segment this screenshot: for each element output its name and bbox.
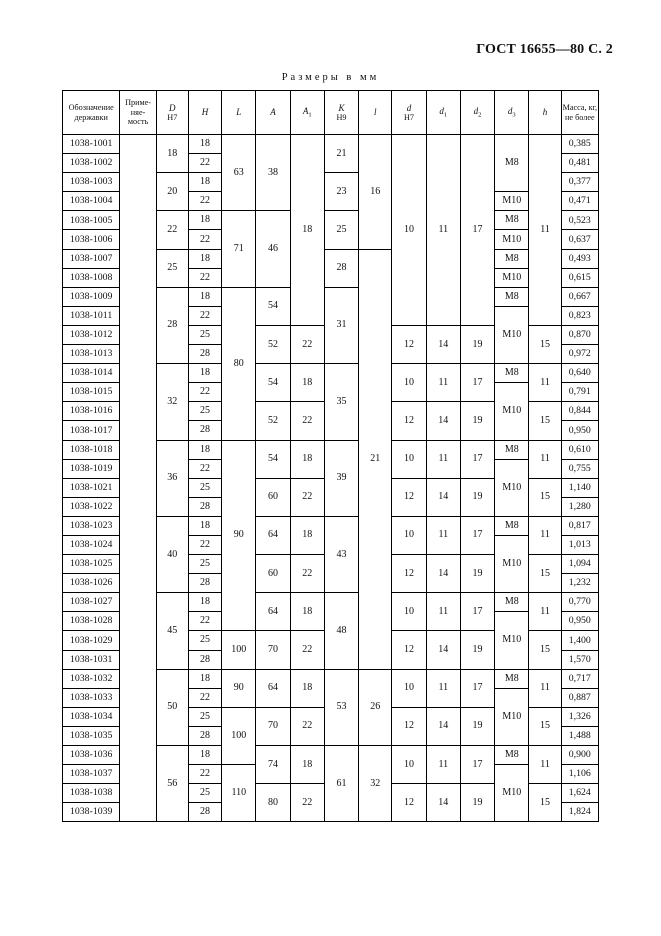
- cell-h: 15: [529, 707, 561, 745]
- cell-d: 10: [392, 364, 426, 402]
- col-symbol: D: [169, 102, 176, 113]
- cell-des: 1038-1034: [63, 707, 120, 726]
- cell-d3: M8: [495, 135, 529, 192]
- col-symbol: d: [406, 102, 412, 113]
- cell-mass: 0,481: [561, 154, 598, 173]
- cell-h: 18: [188, 135, 221, 154]
- cell-h: 22: [188, 459, 221, 478]
- cell-h: 15: [529, 784, 561, 822]
- cell-mass: 0,887: [561, 688, 598, 707]
- cell-a: 54: [256, 364, 290, 402]
- col-subscript: 2: [478, 111, 482, 119]
- cell-d2: 17: [460, 135, 494, 326]
- cell-h: 18: [188, 249, 221, 268]
- cell-mass: 1,280: [561, 497, 598, 516]
- cell-l: 16: [359, 135, 392, 250]
- cell-d2: 19: [460, 325, 494, 363]
- cell-d3: M10: [495, 765, 529, 822]
- col-symbol: A: [302, 105, 309, 116]
- cell-d: 28: [156, 287, 188, 363]
- dimensions-table: [62, 90, 599, 822]
- cell-d: 32: [156, 364, 188, 440]
- cell-d2: 17: [460, 746, 494, 784]
- cell-d: 12: [392, 784, 426, 822]
- cell-des: 1038-1003: [63, 173, 120, 192]
- cell-d: 56: [156, 746, 188, 822]
- cell-d: 10: [392, 669, 426, 707]
- cell-d3: M10: [495, 688, 529, 745]
- cell-d: 10: [392, 135, 426, 326]
- cell-des: 1038-1016: [63, 402, 120, 421]
- cell-a1: 22: [290, 707, 324, 745]
- cell-d3: M10: [495, 383, 529, 440]
- cell-a: 54: [256, 287, 290, 325]
- cell-d3: M8: [495, 746, 529, 765]
- cell-mass: 0,770: [561, 593, 598, 612]
- col-label: H7: [167, 113, 178, 122]
- cell-des: 1038-1012: [63, 325, 120, 344]
- cell-k: 53: [324, 669, 358, 745]
- cell-des: 1038-1039: [63, 803, 120, 822]
- cell-des: 1038-1027: [63, 593, 120, 612]
- cell-des: 1038-1033: [63, 688, 120, 707]
- cell-a1: 22: [290, 555, 324, 593]
- cell-des: 1038-1007: [63, 249, 120, 268]
- cell-l: 71: [222, 211, 256, 287]
- cell-k: 28: [324, 249, 358, 287]
- cell-d: 36: [156, 440, 188, 516]
- cell-d3: M8: [495, 516, 529, 535]
- cell-mass: 1,400: [561, 631, 598, 650]
- cell-d3: M10: [495, 268, 529, 287]
- cell-d2: 19: [460, 555, 494, 593]
- col-header-a1: [290, 91, 324, 135]
- cell-h: 18: [188, 593, 221, 612]
- cell-h: 28: [188, 345, 221, 364]
- cell-k: 21: [324, 135, 358, 173]
- cell-des: 1038-1002: [63, 154, 120, 173]
- cell-h: 25: [188, 402, 221, 421]
- cell-mass: 1,232: [561, 574, 598, 593]
- col-header-h: [188, 91, 221, 135]
- cell-a1: 18: [290, 669, 324, 707]
- cell-h: 25: [188, 707, 221, 726]
- cell-k: 23: [324, 173, 358, 211]
- cell-a1: 22: [290, 402, 324, 440]
- cell-d: 20: [156, 173, 188, 211]
- cell-a1: 18: [290, 440, 324, 478]
- col-symbol: l: [374, 107, 377, 118]
- cell-l: 32: [359, 746, 392, 822]
- cell-a: 80: [256, 784, 290, 822]
- cell-d: 10: [392, 593, 426, 631]
- cell-h: 11: [529, 593, 561, 631]
- col-header-d2: [460, 91, 494, 135]
- cell-h: 15: [529, 631, 561, 669]
- cell-mass: 0,717: [561, 669, 598, 688]
- cell-des: 1038-1025: [63, 555, 120, 574]
- cell-mass: 1,106: [561, 765, 598, 784]
- cell-d: 12: [392, 325, 426, 363]
- cell-des: 1038-1001: [63, 135, 120, 154]
- cell-h: 28: [188, 726, 221, 745]
- cell-mass: 0,377: [561, 173, 598, 192]
- cell-d: 10: [392, 440, 426, 478]
- cell-l: 80: [222, 287, 256, 440]
- col-symbol: K: [338, 102, 345, 113]
- cell-a: 64: [256, 593, 290, 631]
- cell-d1: 14: [426, 631, 460, 669]
- cell-a1: 22: [290, 325, 324, 363]
- cell-h: 15: [529, 555, 561, 593]
- cell-d1: 14: [426, 325, 460, 363]
- cell-mass: 0,640: [561, 364, 598, 383]
- cell-mass: 1,094: [561, 555, 598, 574]
- cell-h: 22: [188, 192, 221, 211]
- cell-h: 28: [188, 650, 221, 669]
- cell-d2: 19: [460, 478, 494, 516]
- cell-des: 1038-1008: [63, 268, 120, 287]
- cell-d2: 17: [460, 516, 494, 554]
- col-symbol: H: [201, 107, 209, 118]
- cell-d1: 11: [426, 364, 460, 402]
- col-symbol: d: [439, 105, 444, 116]
- cell-d3: M8: [495, 287, 529, 306]
- cell-app: [120, 135, 156, 822]
- cell-des: 1038-1017: [63, 421, 120, 440]
- cell-d2: 17: [460, 669, 494, 707]
- cell-h: 25: [188, 478, 221, 497]
- cell-h: 25: [188, 631, 221, 650]
- cell-mass: 0,610: [561, 440, 598, 459]
- cell-h: 11: [529, 135, 561, 326]
- cell-l: 63: [222, 135, 256, 211]
- cell-a: 70: [256, 631, 290, 669]
- cell-des: 1038-1022: [63, 497, 120, 516]
- cell-a1: 18: [290, 593, 324, 631]
- table-caption: Размеры в мм: [281, 72, 380, 83]
- table-body: [63, 135, 599, 822]
- cell-d: 12: [392, 478, 426, 516]
- cell-des: 1038-1004: [63, 192, 120, 211]
- cell-l: 100: [222, 631, 256, 669]
- cell-d3: M8: [495, 593, 529, 612]
- col-symbol: A: [270, 107, 276, 118]
- cell-d2: 19: [460, 631, 494, 669]
- cell-k: 61: [324, 746, 358, 822]
- cell-des: 1038-1006: [63, 230, 120, 249]
- cell-mass: 1,624: [561, 784, 598, 803]
- cell-l: 21: [359, 249, 392, 669]
- cell-h: 11: [529, 746, 561, 784]
- cell-k: 39: [324, 440, 358, 516]
- cell-h: 22: [188, 306, 221, 325]
- col-subscript: 1: [308, 111, 312, 119]
- cell-a1: 18: [290, 516, 324, 554]
- cell-a: 74: [256, 746, 290, 784]
- table-row: [63, 135, 599, 154]
- cell-h: 22: [188, 268, 221, 287]
- cell-d1: 14: [426, 478, 460, 516]
- cell-h: 15: [529, 325, 561, 363]
- cell-mass: 0,950: [561, 612, 598, 631]
- cell-des: 1038-1021: [63, 478, 120, 497]
- cell-h: 25: [188, 325, 221, 344]
- cell-d3: M8: [495, 364, 529, 383]
- col-label: H9: [336, 113, 347, 122]
- cell-mass: 1,140: [561, 478, 598, 497]
- col-header-d: [156, 91, 188, 135]
- cell-a: 38: [256, 135, 290, 211]
- cell-des: 1038-1013: [63, 345, 120, 364]
- col-header-d: [392, 91, 426, 135]
- cell-des: 1038-1038: [63, 784, 120, 803]
- cell-mass: 0,493: [561, 249, 598, 268]
- cell-a: 64: [256, 669, 290, 707]
- cell-d: 10: [392, 516, 426, 554]
- table-header: [63, 91, 599, 135]
- cell-d2: 17: [460, 593, 494, 631]
- cell-l: 26: [359, 669, 392, 745]
- cell-d1: 14: [426, 555, 460, 593]
- cell-mass: 0,900: [561, 746, 598, 765]
- header-row: [63, 91, 599, 135]
- cell-mass: 0,471: [561, 192, 598, 211]
- cell-mass: 0,817: [561, 516, 598, 535]
- col-header-l: [359, 91, 392, 135]
- cell-l: 100: [222, 707, 256, 764]
- cell-d: 10: [392, 746, 426, 784]
- col-label: Обозначение державки: [68, 103, 114, 122]
- cell-a: 60: [256, 478, 290, 516]
- cell-d2: 19: [460, 707, 494, 745]
- col-subscript: 1: [443, 111, 448, 119]
- col-header-mass: [561, 91, 598, 135]
- cell-d3: M10: [495, 306, 529, 363]
- cell-mass: 0,844: [561, 402, 598, 421]
- cell-d1: 11: [426, 516, 460, 554]
- cell-d: 12: [392, 555, 426, 593]
- cell-h: 22: [188, 230, 221, 249]
- cell-d1: 14: [426, 784, 460, 822]
- cell-des: 1038-1019: [63, 459, 120, 478]
- page-header: ГОСТ 16655—80 С. 2: [476, 42, 613, 57]
- cell-mass: 0,523: [561, 211, 598, 230]
- cell-mass: 1,488: [561, 726, 598, 745]
- cell-d3: M8: [495, 440, 529, 459]
- col-label: H7: [404, 113, 415, 122]
- cell-k: 35: [324, 364, 358, 440]
- col-header-app: [120, 91, 156, 135]
- cell-mass: 0,950: [561, 421, 598, 440]
- cell-mass: 1,824: [561, 803, 598, 822]
- col-header-a: [256, 91, 290, 135]
- cell-a1: 22: [290, 784, 324, 822]
- cell-h: 18: [188, 287, 221, 306]
- cell-des: 1038-1011: [63, 306, 120, 325]
- cell-h: 22: [188, 383, 221, 402]
- cell-d3: M10: [495, 230, 529, 249]
- cell-mass: 0,615: [561, 268, 598, 287]
- cell-mass: 1,326: [561, 707, 598, 726]
- cell-d1: 14: [426, 707, 460, 745]
- cell-d: 12: [392, 631, 426, 669]
- cell-a: 54: [256, 440, 290, 478]
- cell-mass: 0,637: [561, 230, 598, 249]
- col-header-des: [63, 91, 120, 135]
- cell-h: 15: [529, 478, 561, 516]
- cell-a: 70: [256, 707, 290, 745]
- cell-des: 1038-1028: [63, 612, 120, 631]
- cell-a1: 22: [290, 631, 324, 669]
- col-symbol: L: [236, 107, 242, 118]
- cell-d3: M8: [495, 249, 529, 268]
- cell-d3: M10: [495, 535, 529, 592]
- cell-des: 1038-1023: [63, 516, 120, 535]
- cell-d1: 11: [426, 135, 460, 326]
- cell-d3: M10: [495, 459, 529, 516]
- cell-h: 22: [188, 535, 221, 554]
- cell-d1: 11: [426, 440, 460, 478]
- cell-h: 28: [188, 421, 221, 440]
- cell-k: 31: [324, 287, 358, 363]
- cell-mass: 0,823: [561, 306, 598, 325]
- cell-d: 18: [156, 135, 188, 173]
- cell-a1: 22: [290, 478, 324, 516]
- cell-k: 48: [324, 593, 358, 669]
- cell-d2: 17: [460, 440, 494, 478]
- cell-d3: M10: [495, 612, 529, 669]
- cell-des: 1038-1005: [63, 211, 120, 230]
- cell-h: 11: [529, 364, 561, 402]
- cell-d: 12: [392, 707, 426, 745]
- cell-des: 1038-1036: [63, 746, 120, 765]
- cell-d1: 11: [426, 746, 460, 784]
- cell-a: 46: [256, 211, 290, 287]
- cell-h: 22: [188, 765, 221, 784]
- cell-d2: 17: [460, 364, 494, 402]
- cell-des: 1038-1032: [63, 669, 120, 688]
- col-label: Приме- няе- мость: [125, 98, 152, 127]
- cell-mass: 0,385: [561, 135, 598, 154]
- cell-des: 1038-1014: [63, 364, 120, 383]
- cell-d1: 11: [426, 669, 460, 707]
- cell-mass: 0,972: [561, 345, 598, 364]
- cell-h: 18: [188, 211, 221, 230]
- cell-d: 45: [156, 593, 188, 669]
- cell-a: 52: [256, 325, 290, 363]
- cell-h: 22: [188, 688, 221, 707]
- cell-d2: 19: [460, 402, 494, 440]
- cell-h: 18: [188, 746, 221, 765]
- cell-d: 12: [392, 402, 426, 440]
- cell-mass: 1,013: [561, 535, 598, 554]
- cell-a1: 18: [290, 364, 324, 402]
- cell-a: 60: [256, 555, 290, 593]
- cell-d: 40: [156, 516, 188, 592]
- cell-k: 25: [324, 211, 358, 249]
- cell-a1: 18: [290, 135, 324, 326]
- cell-h: 18: [188, 364, 221, 383]
- cell-des: 1038-1024: [63, 535, 120, 554]
- cell-d3: M10: [495, 192, 529, 211]
- cell-h: 25: [188, 555, 221, 574]
- cell-h: 25: [188, 784, 221, 803]
- cell-mass: 0,870: [561, 325, 598, 344]
- col-symbol: h: [542, 107, 548, 118]
- cell-d3: M8: [495, 669, 529, 688]
- cell-des: 1038-1026: [63, 574, 120, 593]
- cell-h: 28: [188, 803, 221, 822]
- cell-h: 28: [188, 497, 221, 516]
- cell-des: 1038-1031: [63, 650, 120, 669]
- cell-d: 25: [156, 249, 188, 287]
- col-header-d1: [426, 91, 460, 135]
- cell-a: 52: [256, 402, 290, 440]
- cell-h: 22: [188, 612, 221, 631]
- cell-l: 90: [222, 669, 256, 707]
- col-header-d3: [495, 91, 529, 135]
- cell-h: 18: [188, 669, 221, 688]
- cell-a1: 18: [290, 746, 324, 784]
- cell-h: 18: [188, 516, 221, 535]
- cell-d3: M8: [495, 211, 529, 230]
- cell-a: 64: [256, 516, 290, 554]
- cell-des: 1038-1037: [63, 765, 120, 784]
- cell-des: 1038-1029: [63, 631, 120, 650]
- cell-h: 18: [188, 173, 221, 192]
- cell-d: 22: [156, 211, 188, 249]
- cell-h: 15: [529, 402, 561, 440]
- col-symbol: d: [473, 105, 479, 116]
- cell-des: 1038-1015: [63, 383, 120, 402]
- cell-h: 18: [188, 440, 221, 459]
- col-header-h: [529, 91, 561, 135]
- cell-mass: 0,791: [561, 383, 598, 402]
- cell-l: 110: [222, 765, 256, 822]
- col-header-l: [222, 91, 256, 135]
- cell-h: 11: [529, 669, 561, 707]
- col-subscript: 3: [512, 111, 516, 119]
- cell-k: 43: [324, 516, 358, 592]
- cell-h: 11: [529, 440, 561, 478]
- cell-des: 1038-1009: [63, 287, 120, 306]
- cell-mass: 1,570: [561, 650, 598, 669]
- cell-h: 22: [188, 154, 221, 173]
- cell-d1: 14: [426, 402, 460, 440]
- cell-d2: 19: [460, 784, 494, 822]
- col-symbol: d: [507, 105, 513, 116]
- cell-des: 1038-1018: [63, 440, 120, 459]
- cell-h: 28: [188, 574, 221, 593]
- cell-d1: 11: [426, 593, 460, 631]
- col-label: Масса, кг, не более: [562, 103, 598, 122]
- col-header-k: [324, 91, 358, 135]
- cell-des: 1038-1035: [63, 726, 120, 745]
- cell-l: 90: [222, 440, 256, 631]
- cell-h: 11: [529, 516, 561, 554]
- cell-d: 50: [156, 669, 188, 745]
- cell-mass: 0,755: [561, 459, 598, 478]
- cell-mass: 0,667: [561, 287, 598, 306]
